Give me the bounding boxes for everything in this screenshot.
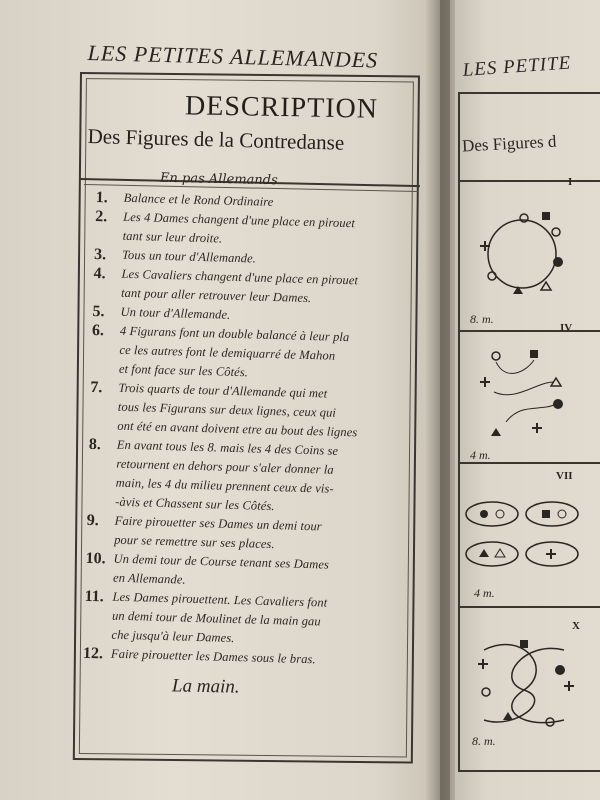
figure-number: 4.	[93, 264, 106, 283]
figure-number: 2.	[94, 207, 108, 226]
figure-number: 8.	[88, 435, 102, 454]
cell-roman-numeral: VII	[556, 470, 573, 482]
dance-figure-diagram	[466, 342, 576, 442]
figure-text-line: Faire pirouetter les Dames sous le bras.	[110, 646, 316, 667]
figure-text-line: -àvis et Chassent sur les Côtés.	[115, 494, 275, 514]
figure-text-line: Les 4 Dames changent d'une place en pirouet	[123, 209, 356, 231]
figure-text-line: Faire pirouetter ses Dames un demi tour	[114, 513, 322, 534]
figure-text-line: tous les Figurans sur deux lignes, ceux qui	[117, 399, 337, 420]
right-subtitle: Des Figures d	[461, 131, 557, 156]
figure-text-line: ce les autres font le demiquarré de Mahon	[119, 342, 336, 363]
dance-figure-diagram	[464, 630, 584, 734]
figure-text-line: en Allemande.	[112, 570, 186, 587]
running-head: LES PETITES ALLEMANDES	[87, 40, 379, 73]
figure-text-line: et font face sur les Côtés.	[118, 361, 249, 380]
cell-roman-numeral: IV	[560, 322, 573, 334]
cell-roman-numeral: X	[572, 620, 580, 632]
figure-text-line: Un tour d'Allemande.	[120, 304, 231, 322]
figure-number: 1.	[95, 188, 108, 207]
figure-text-line: tant sur leur droite.	[122, 228, 223, 246]
figure-item	[83, 587, 414, 653]
cell-measure: 8. m.	[472, 734, 496, 748]
right-running-head: LES PETITE	[462, 52, 572, 81]
figure-item	[89, 378, 420, 444]
cell-measure: 8. m.	[470, 312, 494, 326]
cell-measure: 4 m.	[474, 586, 495, 600]
figure-text-line: Les Dames pirouettent. Les Cavaliers font	[112, 589, 328, 610]
figure-number: 11.	[84, 587, 104, 606]
figure-item	[91, 321, 422, 387]
dance-figure-diagram	[466, 196, 576, 306]
figure-number: 7.	[90, 378, 103, 397]
figure-number: 3.	[93, 245, 107, 264]
figure-number: 6.	[91, 321, 105, 340]
figure-number: 10.	[85, 549, 106, 568]
figure-text-line: ont été en avant doivent etre au bout des lignes	[117, 418, 358, 440]
figure-text-line: tant pour aller retrouver leur Dames.	[120, 285, 312, 306]
section-heading: En pas Allemands	[159, 170, 278, 189]
figure-text-line: main, les 4 du milieu prennent ceux de vis-	[115, 475, 334, 496]
page-title: DESCRIPTION	[184, 90, 379, 125]
figure-text-line: Un demi tour de Course tenant ses Dames	[113, 551, 330, 572]
cell-divider	[458, 330, 600, 332]
figure-text-line: un demi tour de Moulinet de la main gau	[111, 608, 321, 629]
page-subtitle: Des Figures de la Contredanse	[87, 124, 345, 155]
figure-text-line: che jusqu'à leur Dames.	[111, 627, 235, 646]
book-gutter	[425, 0, 455, 800]
figure-text-line: Trois quarts de tour d'Allemande qui met	[118, 380, 328, 401]
figure-item	[87, 435, 419, 520]
figure-text-line: Tous un tour d'Allemande.	[121, 247, 257, 266]
right-header-rule	[458, 180, 600, 182]
figure-text-line: 4 Figurans font un double balancé à leur pla	[119, 323, 350, 345]
cell-roman-numeral: I	[568, 176, 573, 188]
figure-text-line: En avant tous les 8. mais les 4 des Coins se	[116, 437, 339, 458]
cell-divider	[458, 606, 600, 608]
figure-number: 9.	[86, 511, 99, 530]
closing-text: La main.	[171, 675, 240, 698]
figure-text-line: pour se remettre sur ses places.	[113, 532, 275, 552]
dance-figure-diagram	[462, 486, 582, 582]
figure-text-line: retournent en dehors pour s'aler donner la	[116, 456, 334, 477]
figure-number: 5.	[92, 302, 105, 321]
figure-text-line: Les Cavaliers changent d'une place en pirouet	[121, 266, 359, 288]
figure-text-line: Balance et le Rond Ordinaire	[123, 190, 274, 209]
cell-measure: 4 m.	[470, 448, 491, 462]
figure-list	[83, 188, 426, 672]
figure-number: 12.	[82, 644, 104, 663]
